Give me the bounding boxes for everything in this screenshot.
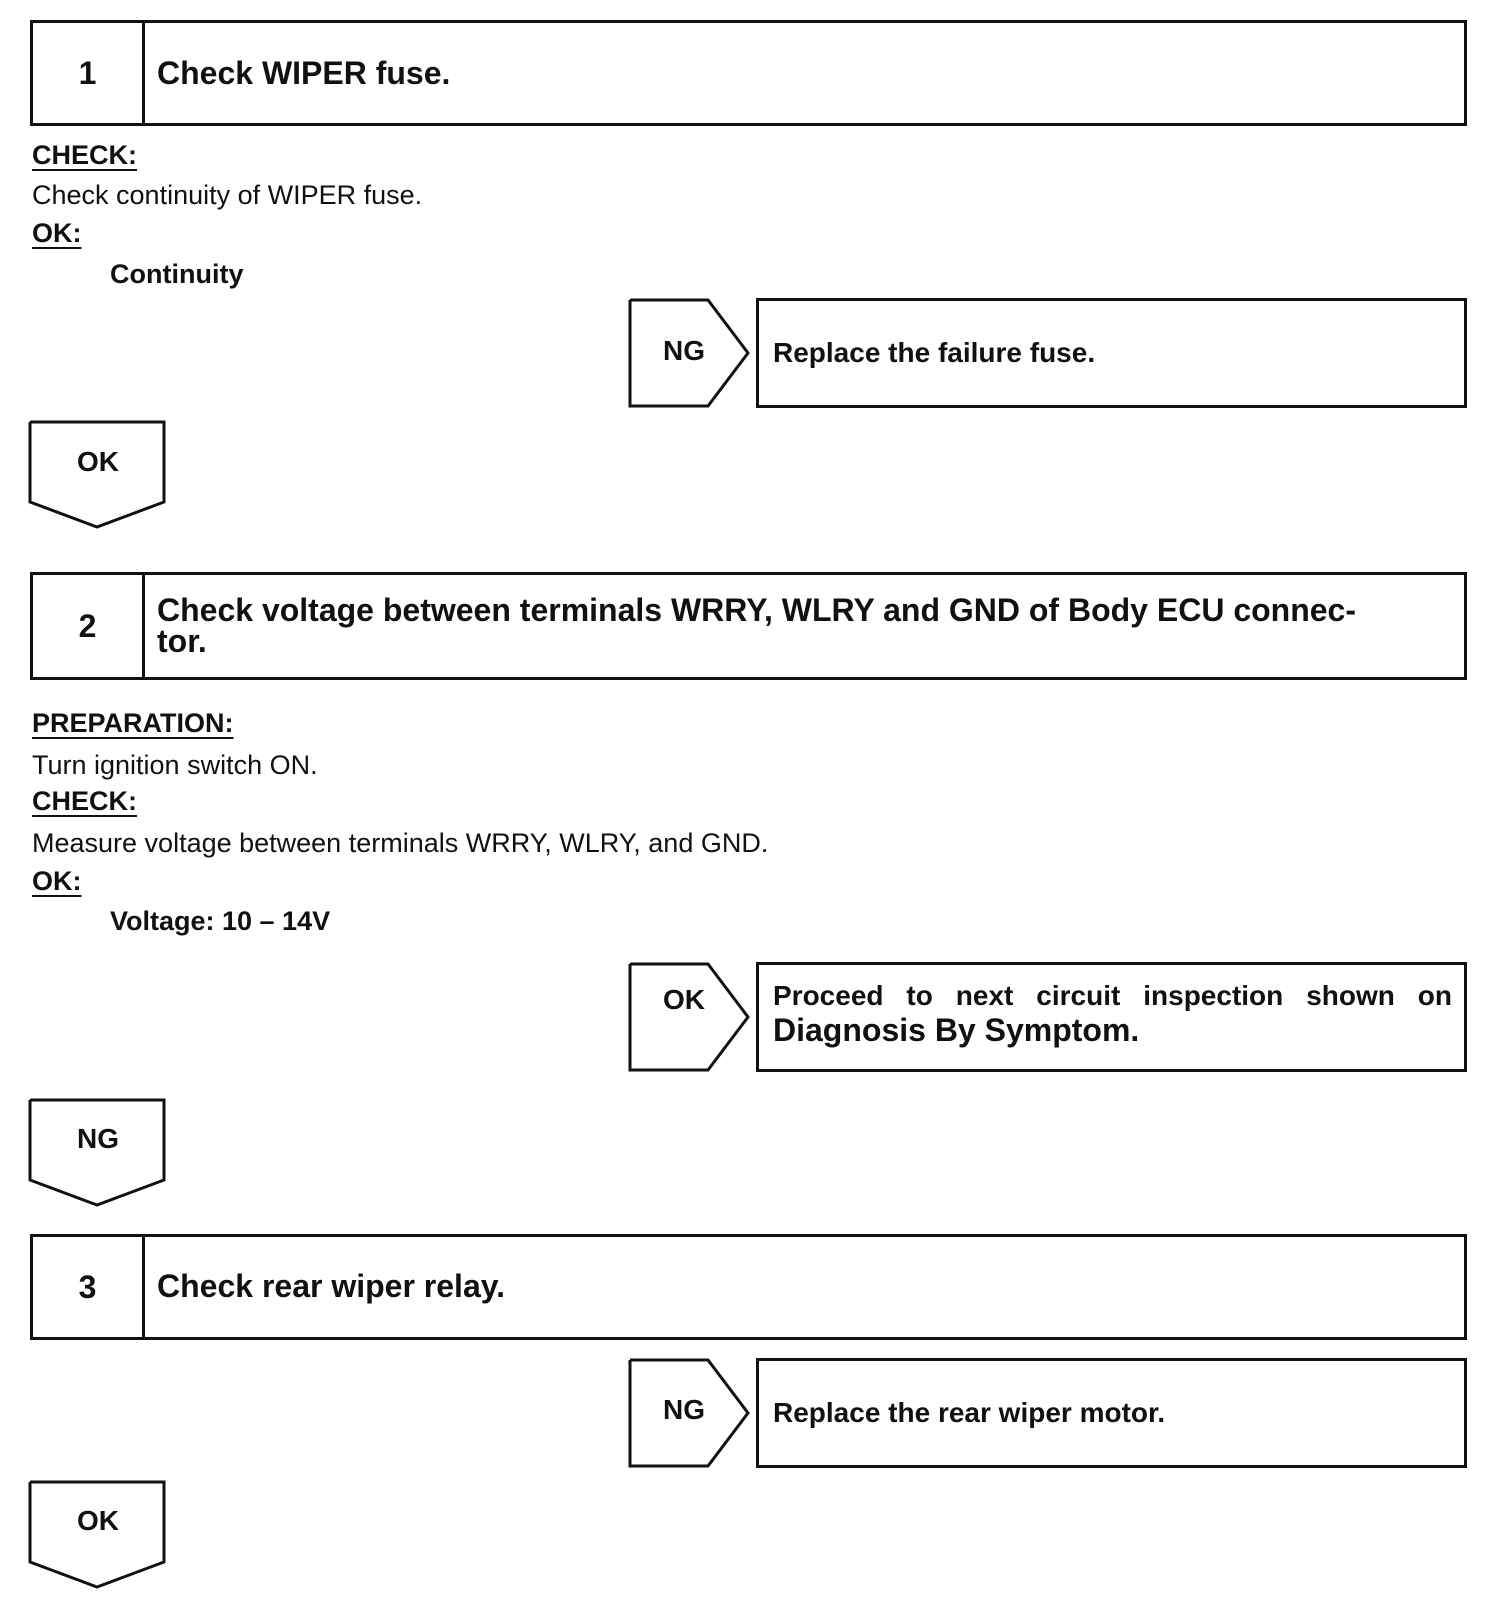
step-2-check-text: Measure voltage between terminals WRRY, WLRY, and GND. [32,828,769,858]
step-3-ng-tag: NG [663,1394,705,1425]
step-2-check-label: CHECK: [32,786,137,816]
step-3-ng-result-text: Replace the rear wiper motor. [773,1397,1166,1428]
step-2-prep-text: Turn ignition switch ON. [32,750,318,780]
step-3-number: 3 [33,1237,145,1337]
step-2-ok-arrow [628,962,754,1072]
step-1-title: Check WIPER fuse. [157,55,451,91]
step-2-number: 2 [33,575,145,677]
step-1-ng-result [756,298,1467,408]
step-1-ok-spec: Continuity [110,259,244,289]
step-1-check-label: CHECK: [32,140,137,170]
step-1-ng-tag: NG [663,335,705,366]
step-2-ok-result-line2: Diagnosis By Symptom. [773,1012,1140,1048]
step-3-ng-result [756,1358,1467,1468]
step-1-check-text: Check continuity of WIPER fuse. [32,180,423,210]
step-1-ok-label: OK: [32,218,82,248]
step-2-ok-result-line1: Proceed to next circuit inspection shown on [773,980,1452,1011]
step-3-box [30,1234,1467,1340]
step-3-ok-down-tag: OK [77,1505,119,1536]
step-2-ok-result [756,962,1467,1072]
step-2-box [30,572,1467,680]
step-1-number: 1 [33,23,145,123]
step-3-title: Check rear wiper relay. [157,1268,506,1304]
step-2-ok-tag: OK [663,984,705,1015]
step-1-box [30,20,1467,126]
step-2-title-line2: tor. [157,623,207,659]
step-2-prep-label: PREPARATION: [32,708,234,738]
step-2-title-line1: Check voltage between terminals WRRY, WLRY and GND of Body ECU connec- [157,592,1356,628]
step-2-title [157,592,1440,659]
step-2-ok-spec: Voltage: 10 – 14V [110,906,331,936]
step-2-ng-down-tag: NG [77,1123,119,1154]
step-1-ok-down-tag: OK [77,446,119,477]
step-2-ok-label: OK: [32,866,82,896]
step-1-ng-result-text: Replace the failure fuse. [773,337,1096,368]
